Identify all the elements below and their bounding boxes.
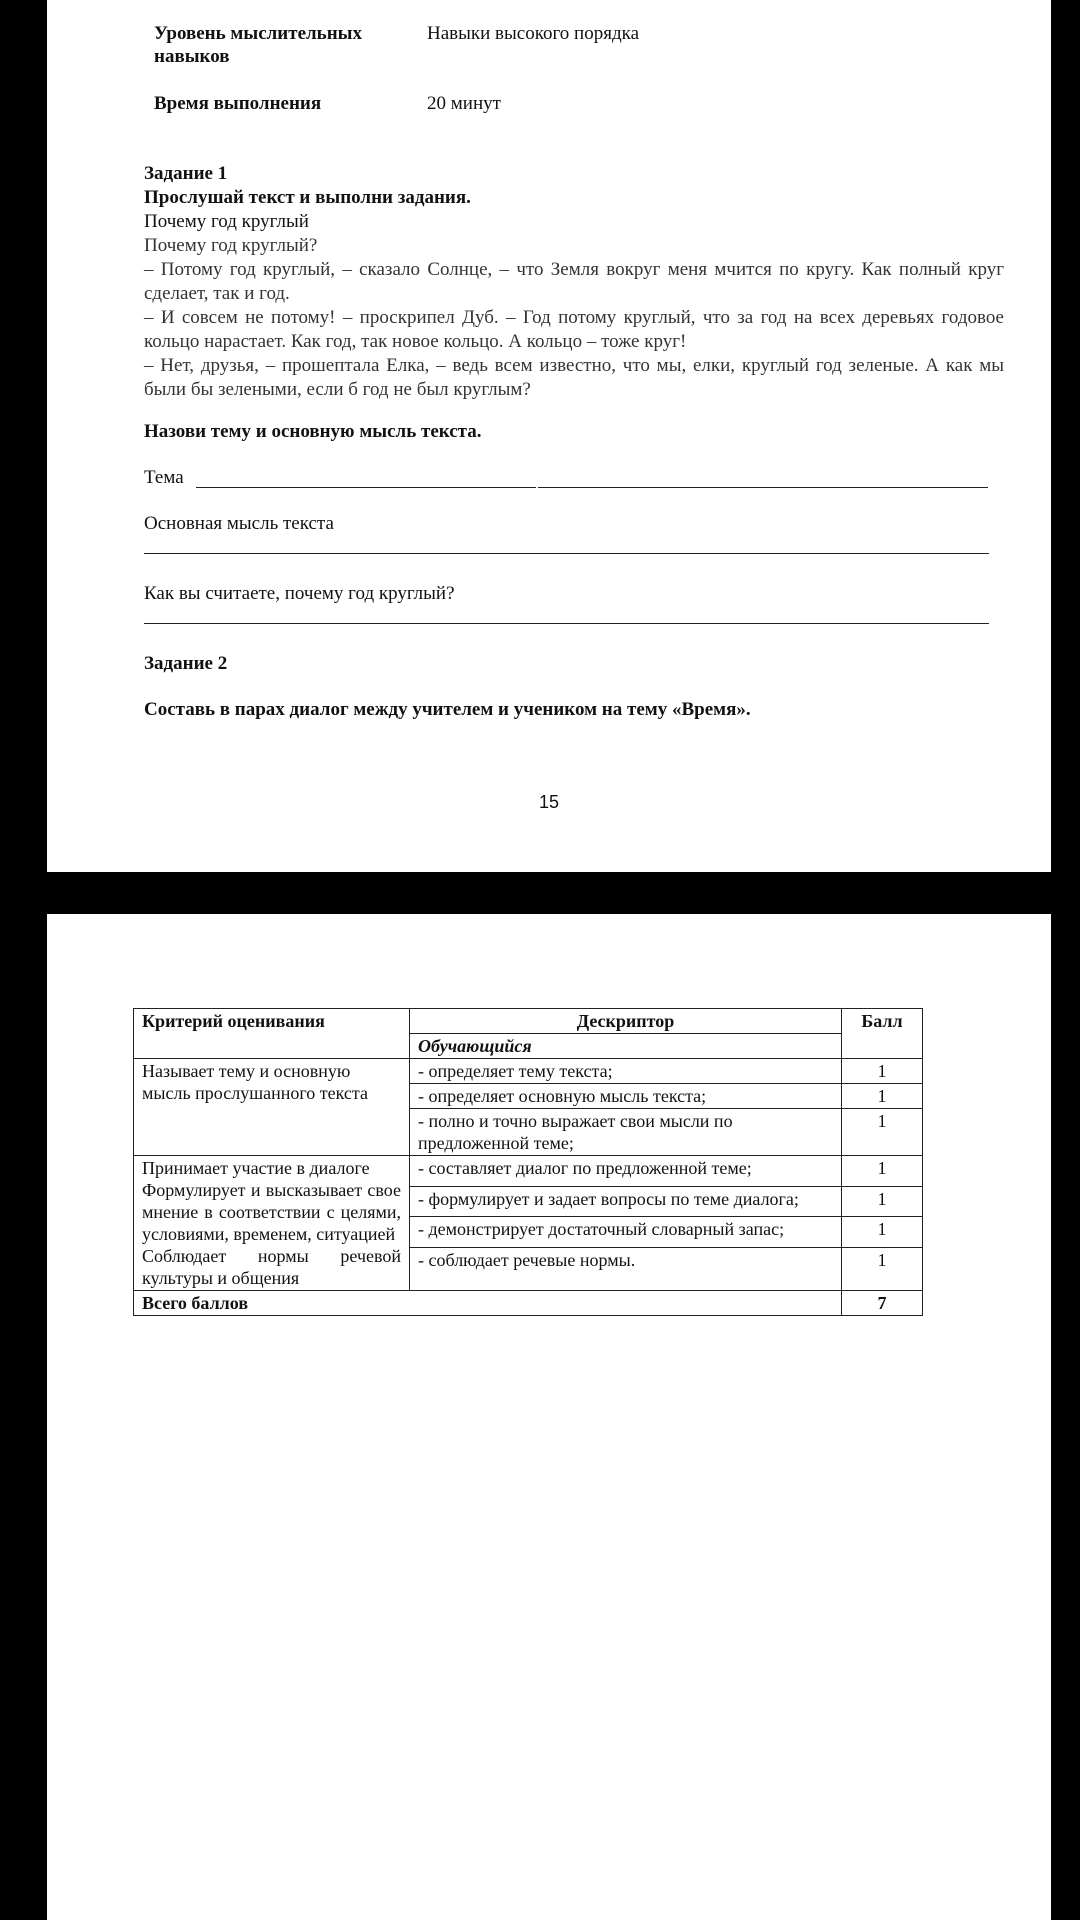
score-4: 1 xyxy=(842,1156,923,1187)
opinion-answer-line xyxy=(144,623,989,624)
topic-answer-line-b xyxy=(538,487,988,488)
topic-label: Тема xyxy=(144,467,184,488)
header-descriptor: Дескриптор xyxy=(410,1009,842,1034)
criterion-2-part-3: Соблюдает нормы речевой культуры и общения xyxy=(142,1246,401,1288)
text-line-4: – Нет, друзья, – прошептала Елка, – ведь всем известно, что мы, елки, круглый год зеленые. А как мы были бы зелеными, если б год не был круглым? xyxy=(144,355,1004,400)
descriptor-6: - демонстрирует достаточный словарный запас; xyxy=(410,1217,842,1248)
table-header-row xyxy=(134,1009,923,1034)
criterion-1: Называет тему и основную мысль прослушанного текста xyxy=(134,1059,410,1156)
score-3: 1 xyxy=(842,1109,923,1156)
table-row xyxy=(134,1059,923,1084)
time-label: Время выполнения xyxy=(154,93,322,114)
document-page-2 xyxy=(47,914,1051,1920)
criterion-2-part-2: Формулирует и высказывает свое мнение в соответствии с целями, условиями, временем, ситуацией xyxy=(142,1180,401,1244)
descriptor-1: - определяет тему текста; xyxy=(410,1059,842,1084)
level-label: Уровень мыслительных навыков xyxy=(154,23,362,67)
descriptor-5: - формулирует и задает вопросы по теме диалога; xyxy=(410,1186,842,1217)
header-learner: Обучающийся xyxy=(410,1034,842,1059)
task1-question: Назови тему и основную мысль текста. xyxy=(144,421,482,442)
criterion-2-part-1: Принимает участие в диалоге xyxy=(142,1158,370,1178)
text-title: Почему год круглый xyxy=(144,211,309,232)
table-total-row xyxy=(134,1291,923,1316)
text-line-1: Почему год круглый? xyxy=(144,235,318,256)
header-score: Балл xyxy=(842,1009,923,1059)
descriptor-7: - соблюдает речевые нормы. xyxy=(410,1248,842,1291)
document-page-1 xyxy=(47,0,1051,872)
score-5: 1 xyxy=(842,1186,923,1217)
main-idea-answer-line xyxy=(144,553,989,554)
score-1: 1 xyxy=(842,1059,923,1084)
assessment-table xyxy=(133,1008,923,1316)
task1-instruction: Прослушай текст и выполни задания. xyxy=(144,187,471,208)
task2-instruction: Составь в парах диалог между учителем и учеником на тему «Время». xyxy=(144,699,751,720)
main-idea-label: Основная мысль текста xyxy=(144,513,334,534)
text-line-2: – Потому год круглый, – сказало Солнце, – что Земля вокруг меня мчится по кругу. Как полный круг сделает, так и год. xyxy=(144,259,1004,304)
descriptor-4: - составляет диалог по предложенной теме; xyxy=(410,1156,842,1187)
task2-title: Задание 2 xyxy=(144,653,228,674)
time-value: 20 минут xyxy=(427,93,501,114)
descriptor-2: - определяет основную мысль текста; xyxy=(410,1084,842,1109)
criterion-2 xyxy=(134,1156,410,1291)
total-value: 7 xyxy=(842,1291,923,1316)
task1-title: Задание 1 xyxy=(144,163,228,184)
header-criterion: Критерий оценивания xyxy=(134,1009,410,1059)
level-value: Навыки высокого порядка xyxy=(427,23,639,44)
descriptor-3: - полно и точно выражает свои мысли по предложенной теме; xyxy=(410,1109,842,1156)
topic-answer-line-a xyxy=(196,487,536,488)
text-line-3: – И совсем не потому! – проскрипел Дуб. – Год потому круглый, что за год на всех деревьях годовое кольцо нарастает. Как год, так новое кольцо. А кольцо – тоже круг! xyxy=(144,307,1004,352)
score-6: 1 xyxy=(842,1217,923,1248)
page-number: 15 xyxy=(538,792,560,812)
score-2: 1 xyxy=(842,1084,923,1109)
table-row xyxy=(134,1156,923,1187)
total-label: Всего баллов xyxy=(134,1291,842,1316)
score-7: 1 xyxy=(842,1248,923,1291)
opinion-question: Как вы считаете, почему год круглый? xyxy=(144,583,455,604)
